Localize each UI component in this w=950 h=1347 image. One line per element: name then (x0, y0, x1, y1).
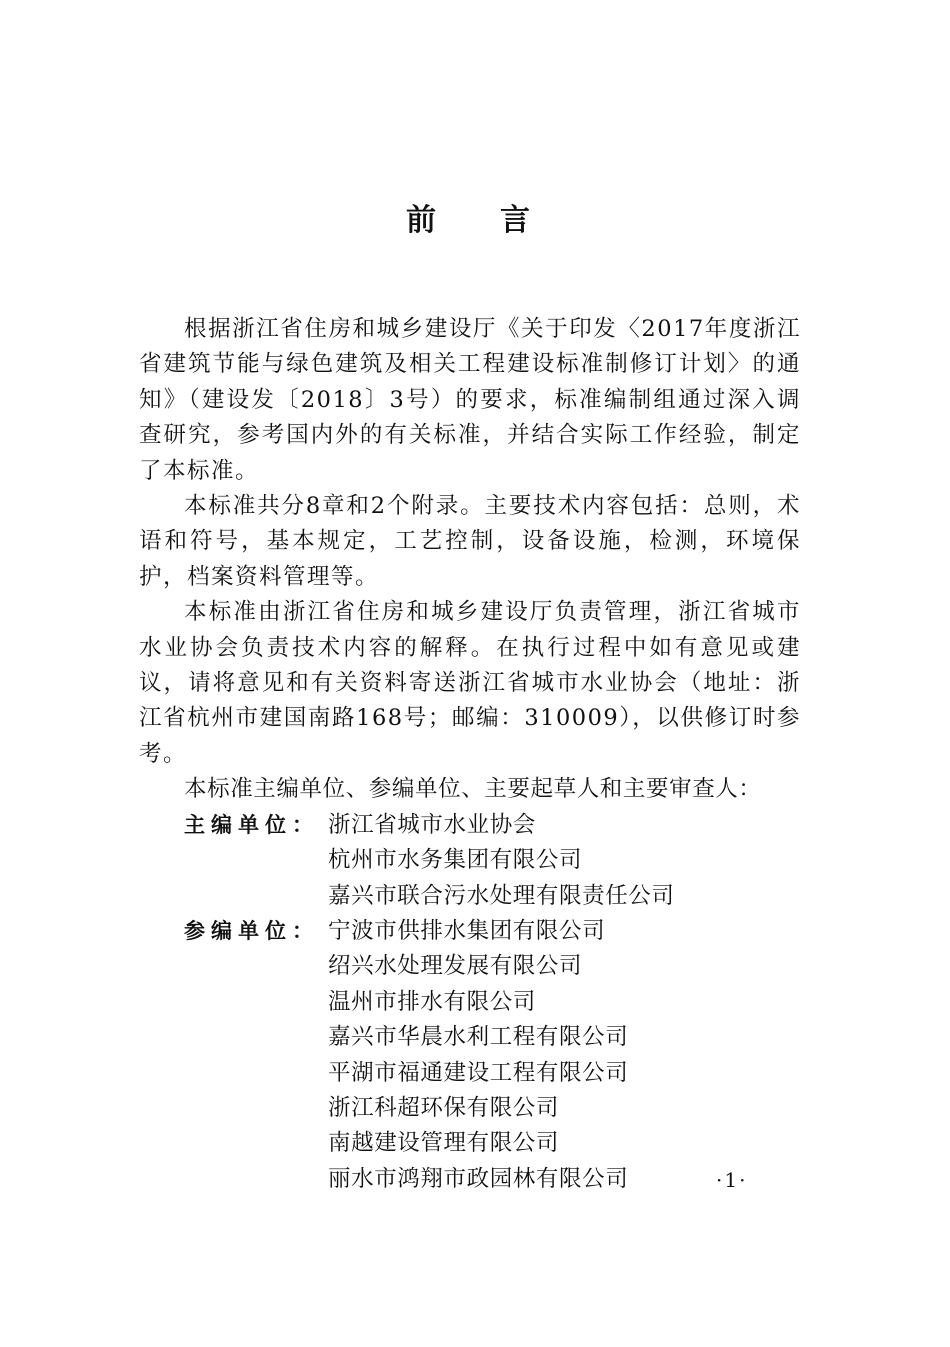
chief-units-label: 主编单位： (184, 812, 319, 837)
unit-item: 嘉兴市联合污水处理有限责任公司 (328, 882, 675, 909)
unit-item: 绍兴水处理发展有限公司 (328, 953, 583, 980)
body-text (139, 312, 801, 1197)
unit-item: 平湖市福通建设工程有限公司 (328, 1059, 629, 1086)
unit-item: 杭州市水务集团有限公司 (328, 847, 583, 874)
paragraph-management: 本标准由浙江省住房和城乡建设厅负责管理，浙江省城市水业协会负责技术内容的解释。在执行过程中如有意见或建议，请将意见和有关资料寄送浙江省城市水业协会（地址：浙江省杭州市建国南路168号；邮编：310009），以供修订时参考。 (139, 599, 801, 767)
paragraph-basis: 根据浙江省住房和城乡建设厅《关于印发〈2017年度浙江省建筑节能与绿色建筑及相关工程建设标准制修订计划〉的通知》（建设发〔2018〕3号）的要求，标准编制组通过深入调查研究，参考国内外的有关标准，并结合实际工作经验，制定了本标准。 (139, 316, 801, 484)
units-intro: 本标准主编单位、参编单位、主要起草人和主要审查人： (184, 776, 762, 803)
participating-units-list (328, 914, 801, 1197)
page-title: 前言 (406, 203, 594, 238)
chief-units-list (328, 808, 801, 914)
unit-item: 温州市排水有限公司 (328, 988, 536, 1015)
participating-units-block (139, 914, 801, 1197)
chief-units-block (139, 808, 801, 914)
unit-item: 浙江省城市水业协会 (328, 811, 536, 838)
page-number: ·1· (716, 1168, 748, 1192)
unit-item: 南越建设管理有限公司 (328, 1130, 560, 1157)
paragraph-contents: 本标准共分8章和2个附录。主要技术内容包括：总则，术语和符号，基本规定，工艺控制，设备设施，检测，环境保护，档案资料管理等。 (139, 493, 801, 590)
participating-units-label: 参编单位： (184, 918, 319, 943)
unit-item: 浙江科超环保有限公司 (328, 1094, 560, 1121)
unit-item: 宁波市供排水集团有限公司 (328, 917, 606, 944)
unit-item: 丽水市鸿翔市政园林有限公司 (328, 1165, 629, 1192)
unit-item: 嘉兴市华晨水利工程有限公司 (328, 1024, 629, 1051)
